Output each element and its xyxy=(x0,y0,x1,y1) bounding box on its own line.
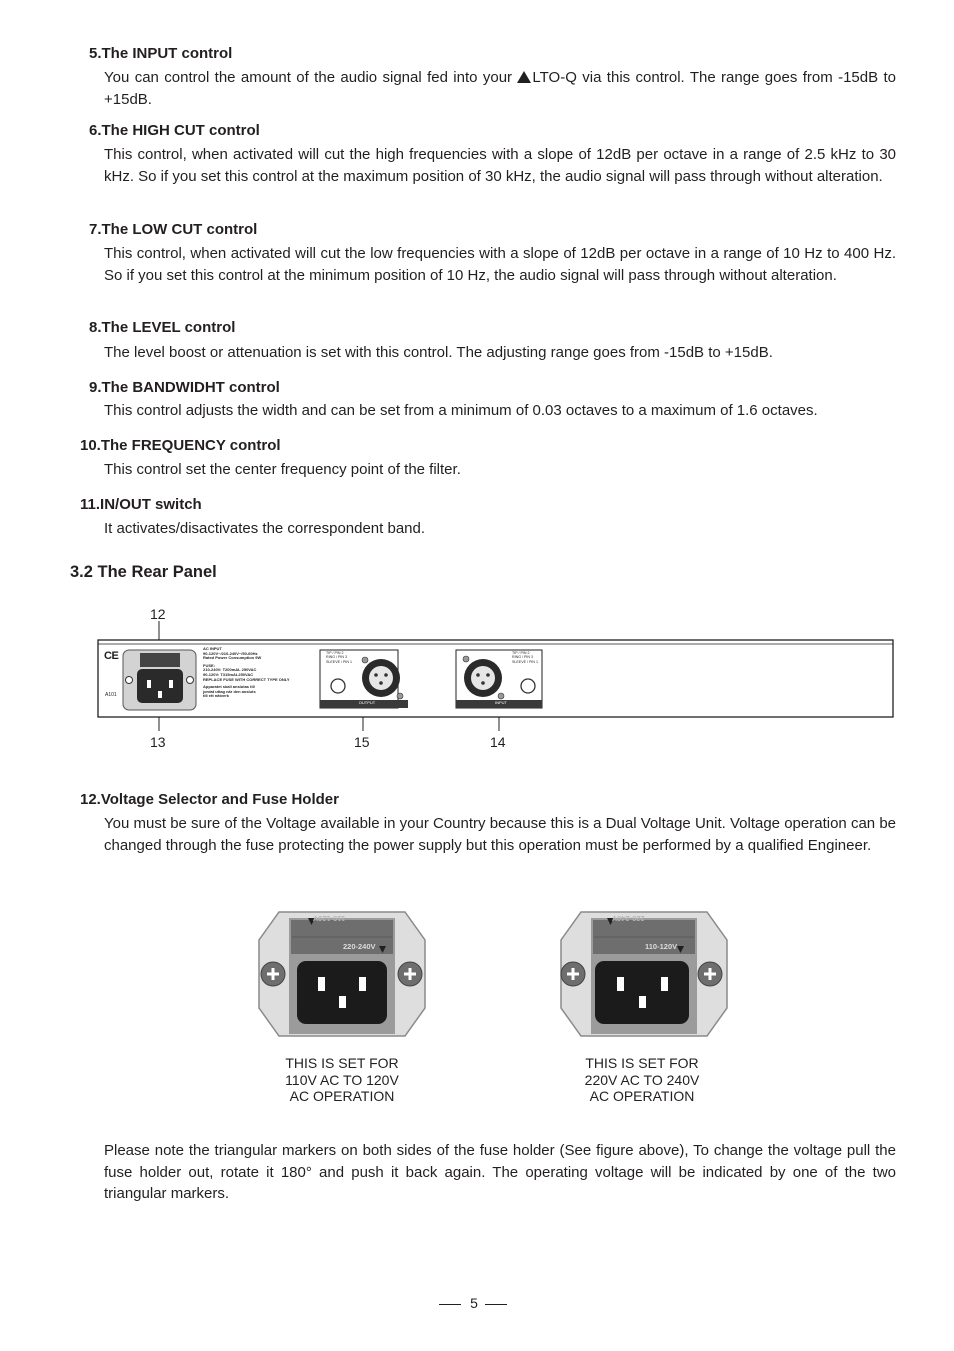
body-input-control: You can control the amount of the audio signal fed into your LTO-Q via this control. The range goes from -15dB to +15dB. xyxy=(104,69,896,108)
rear-panel-diagram xyxy=(0,600,954,760)
heading-low-cut: 7.The LOW CUT control xyxy=(89,221,258,238)
callout-15: 15 xyxy=(354,734,370,750)
heading-in-out-switch: 11.IN/OUT switch xyxy=(80,496,202,513)
body-voltage-selector: You must be sure of the Voltage available in your Country because this is a Dual Voltage Unit. Voltage operation can be changed through the fuse protecting the power supply but this operation must be performed by a qualified Engineer. xyxy=(104,815,896,854)
alto-logo-triangle-icon xyxy=(517,71,531,83)
fuse-left-active-label: 220-240V xyxy=(343,942,376,951)
rear-panel-title: 3.2 The Rear Panel xyxy=(70,563,217,581)
model-label: A101 xyxy=(105,692,117,698)
page-number: 5 xyxy=(470,1295,478,1311)
ce-mark: CE xyxy=(104,650,119,662)
body-frequency: This control set the center frequency point of the filter. xyxy=(104,461,461,478)
body-high-cut: This control, when activated will cut the high frequencies with a slope of 12dB per octave in a range of 2.5 kHz to 30 kHz. So if you set this control at the maximum position of 30 kHz, the audio signal will pass through without alteration. xyxy=(104,146,896,185)
heading-voltage-selector: 12.Voltage Selector and Fuse Holder xyxy=(80,791,339,808)
caption-220v: THIS IS SET FOR 220V AC TO 240V AC OPERATION xyxy=(584,1055,700,1104)
fuse-right-inverted-label: 220-240V xyxy=(612,914,645,923)
heading-input-control: 5.The INPUT control xyxy=(89,45,233,62)
body-in-out-switch: It activates/disactivates the correspondent band. xyxy=(104,520,426,537)
fuse-holder-right xyxy=(559,910,729,1038)
input-label: INPUT xyxy=(495,700,507,705)
heading-bandwidth: 9.The BANDWIDHT control xyxy=(89,379,280,396)
output-label: OUTPUT xyxy=(358,700,376,705)
page-number-rule-right xyxy=(485,1304,507,1305)
body-low-cut: This control, when activated will cut the low frequencies with a slope of 12dB per octave in a range of 10 Hz to 400 Hz. So if you set this control at the minimum position of 10 Hz, the audio signal will pass through without alteration. xyxy=(104,245,896,284)
body-level: The level boost or attenuation is set with this control. The adjusting range goes from -15dB to +15dB. xyxy=(104,344,773,361)
output-pin-legend: TIP / PIN 2 RING / PIN 3 SLEEVE / PIN 1 xyxy=(326,651,352,664)
callout-12: 12 xyxy=(150,606,166,622)
input-pin-legend: TIP / PIN 2 RING / PIN 3 SLEEVE / PIN 1 xyxy=(512,651,538,664)
fuse-left-inverted-label: 110-120V xyxy=(313,914,346,923)
callout-14: 14 xyxy=(490,734,506,750)
fuse-right-active-label: 110-120V xyxy=(645,942,678,951)
voltage-note: Please note the triangular markers on both sides of the fuse holder (See figure above), To change the voltage pull the fuse holder out, rotate it 180° and push it back again. The operating voltage will be indicated by one of the two triangular markers. xyxy=(104,1142,896,1202)
fuse-holder-left xyxy=(257,910,427,1038)
power-inlet-module xyxy=(123,650,196,710)
ac-input-info: AC INPUT 90-120V~/210-240V~/50-60Hz Rated Power Consumption 9W FUSE: 210-240V: T200mAL 250VAC 90-120V: T315mAL250VAC REPLACE FUSE WITH CORRECT TYPE ONLY Apparatet skall anslutas till jordat uttag när den ansluts till ett nätverk xyxy=(203,646,290,699)
heading-frequency: 10.The FREQUENCY control xyxy=(80,437,281,454)
caption-110v: THIS IS SET FOR 110V AC TO 120V AC OPERATION xyxy=(285,1055,399,1104)
body-bandwidth: This control adjusts the width and can be set from a minimum of 0.03 octaves to a maximum of 1.6 octaves. xyxy=(104,402,818,419)
page-number-rule-left xyxy=(439,1304,461,1305)
callout-13: 13 xyxy=(150,734,166,750)
heading-high-cut: 6.The HIGH CUT control xyxy=(89,122,260,139)
heading-level: 8.The LEVEL control xyxy=(89,319,236,336)
